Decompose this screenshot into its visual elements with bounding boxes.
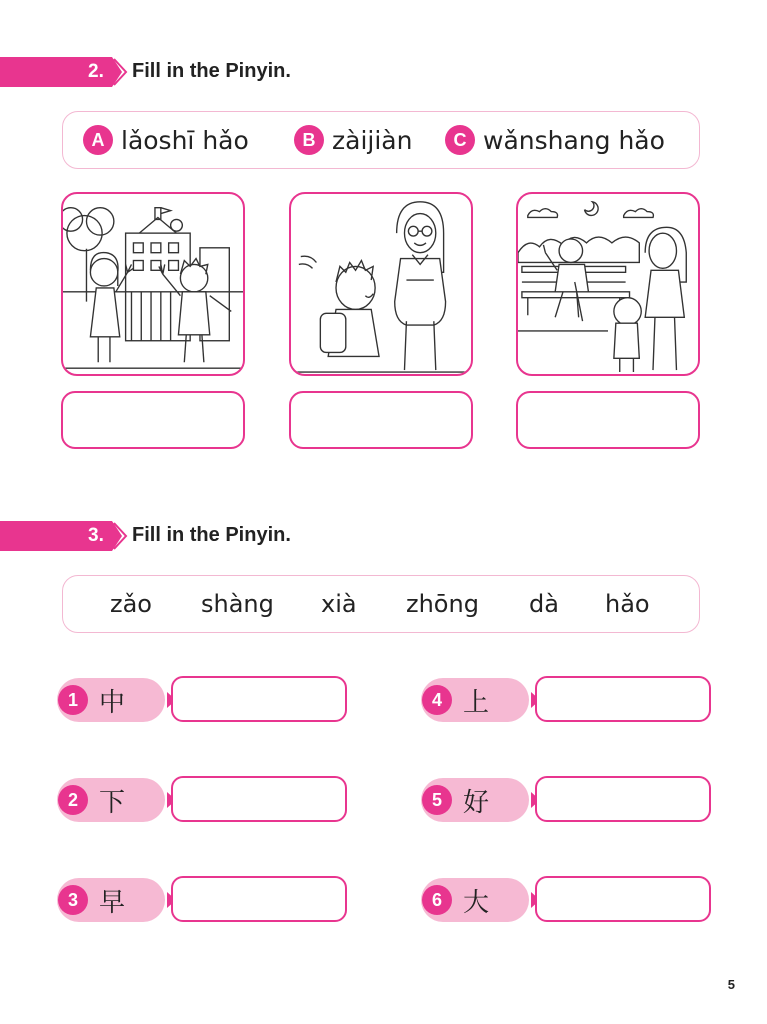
item-answer-box[interactable] [535, 676, 711, 722]
section-2-tab [0, 57, 128, 87]
item-answer-box[interactable] [535, 776, 711, 822]
item-answer-box[interactable] [171, 876, 347, 922]
item-number: 4 [422, 685, 452, 715]
item-answer-box[interactable] [171, 776, 347, 822]
section-3-title: Fill in the Pinyin. [132, 524, 291, 546]
item-number: 5 [422, 785, 452, 815]
item-number: 3 [58, 885, 88, 915]
answer-box-1[interactable] [61, 391, 245, 449]
item-number: 1 [58, 685, 88, 715]
section-2-options [62, 111, 700, 169]
item-character: 中 [99, 688, 126, 718]
item-answer-box[interactable] [535, 876, 711, 922]
word-bank-item: dà [529, 590, 559, 618]
item-number: 6 [422, 885, 452, 915]
word-bank-item: shàng [201, 590, 274, 618]
section-tab-arrow-icon [0, 57, 128, 87]
option-text: zàijiàn [332, 125, 413, 155]
section-tab-arrow-icon [0, 521, 128, 551]
children-waving-at-school-icon [63, 194, 243, 374]
section-2-number: 2. [88, 61, 104, 82]
boy-greeting-teacher-icon [291, 194, 471, 374]
item-character: 上 [463, 688, 490, 718]
word-bank-item: xià [321, 590, 357, 618]
section-3-number: 3. [88, 525, 104, 546]
option-letter: B [294, 125, 324, 155]
item-number: 2 [58, 785, 88, 815]
option-a [83, 124, 249, 156]
option-c [445, 124, 665, 156]
item-answer-box[interactable] [171, 676, 347, 722]
item-character: 下 [99, 788, 126, 818]
option-letter: A [83, 125, 113, 155]
section-3-tab [0, 521, 128, 551]
answer-box-2[interactable] [289, 391, 473, 449]
option-text: lǎoshī hǎo [121, 125, 249, 155]
item-character: 早 [99, 888, 126, 918]
answer-box-3[interactable] [516, 391, 700, 449]
word-bank-item: zhōng [406, 590, 479, 618]
picture-children-waving-at-school [61, 192, 245, 376]
word-bank-item: zǎo [110, 590, 152, 618]
word-bank-item: hǎo [605, 590, 650, 618]
section-2-title: Fill in the Pinyin. [132, 60, 291, 82]
item-character: 好 [463, 788, 490, 818]
item-character: 大 [463, 888, 490, 918]
option-b [294, 124, 412, 156]
option-letter: C [445, 125, 475, 155]
picture-boy-greeting-teacher [289, 192, 473, 376]
option-text: wǎnshang hǎo [483, 125, 665, 155]
picture-family-waving-at-park [516, 192, 700, 376]
page-number: 5 [727, 977, 735, 992]
family-waving-at-park-icon [518, 194, 698, 374]
